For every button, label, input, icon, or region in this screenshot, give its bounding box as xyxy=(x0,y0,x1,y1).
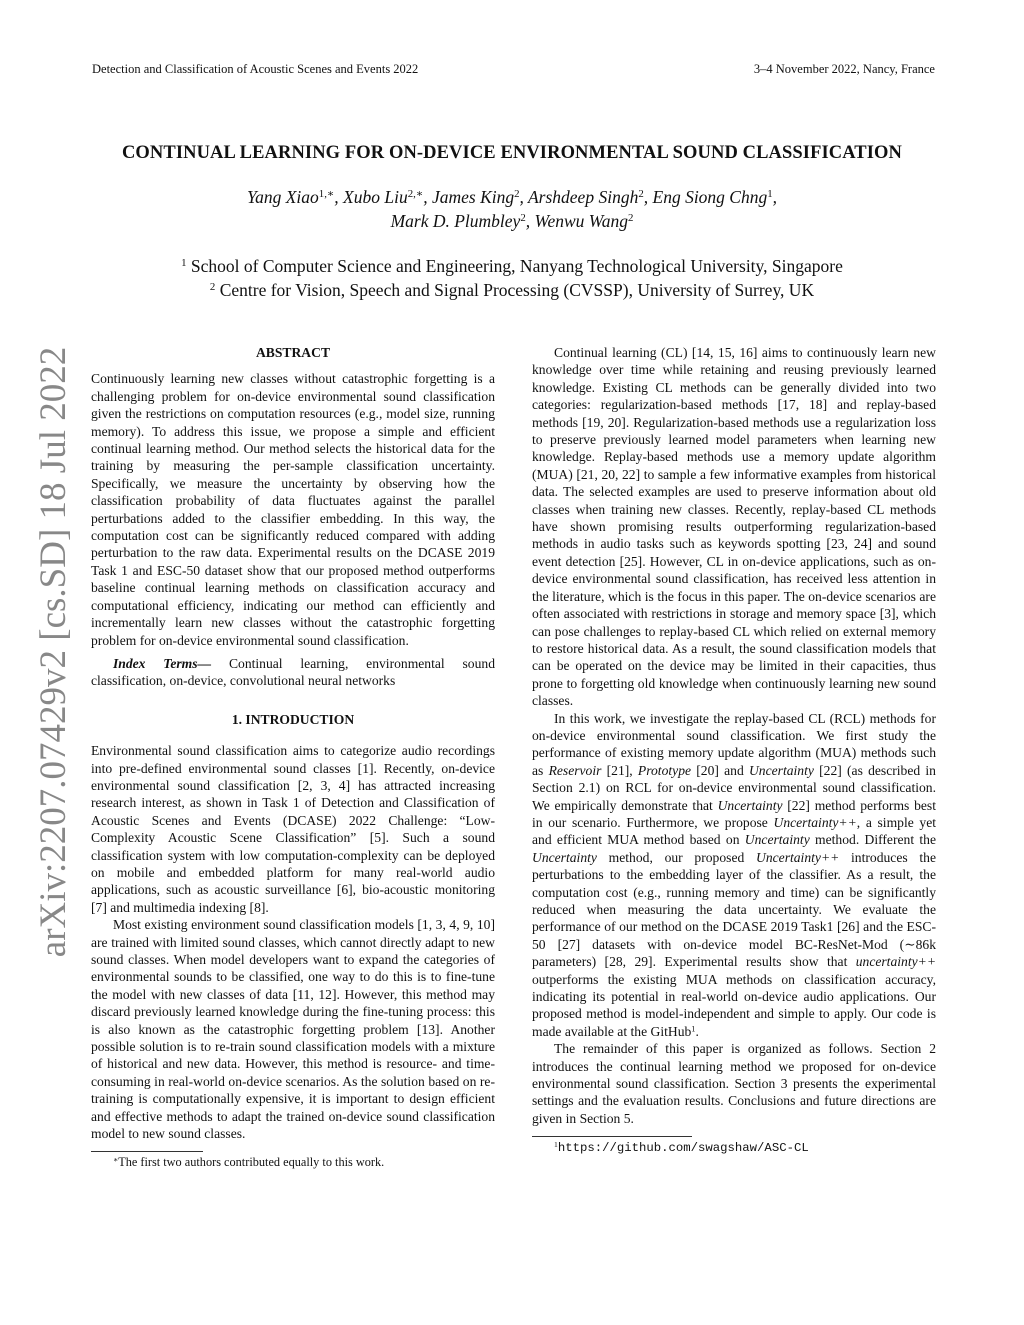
affiliation-text: Centre for Vision, Speech and Signal Processing (CVSSP), University of Surrey, UK xyxy=(219,280,815,300)
method-name: Uncertainty++ xyxy=(756,849,840,865)
intro-paragraph-2: Most existing environment sound classification models [1, 3, 4, 9, 10] are trained with limited sound classes, which cannot directly adapt to new sound classes. When model developers want to expand the categories of environmental sounds to be classified, one way to do this is to fine-tune the model with new classes of data [11, 12]. However, this method may discard previously learned knowledge during the fine-tuning process: this is also known as the catastrophic forgetting problem [13]. Another possible solution is to re-train sound classification models with a mixture of historical and new data. However, this method is resource- and time-consuming in real-world on-device scenarios. As the solution based on re-training is computationally expensive, it is important to design efficient and effective methods to adapt the trained on-device sound classification model to new sound classes. xyxy=(91,917,495,1142)
abstract-heading: ABSTRACT xyxy=(255,345,331,360)
author-sup: 2 xyxy=(628,212,634,225)
method-name: Reservoir xyxy=(548,762,602,778)
running-header-left: Detection and Classification of Acoustic Scenes and Events 2022 xyxy=(92,62,419,76)
right-paragraph-3: The remainder of this paper is organized as follows. Section 2 introduces the continual learning method we proposed for on-device environmental sound classification. Section 3 presents the experimental settings and the evaluation results. Conclusions and future directions are given in Section 5. xyxy=(532,1041,936,1126)
author-sup: 2 xyxy=(638,188,644,201)
footnote-mark: 1 xyxy=(554,1140,558,1150)
footnote-text: The first two authors contributed equally to this work. xyxy=(118,1155,385,1170)
text-run: [21], xyxy=(601,762,638,778)
text-run: method, our proposed xyxy=(596,849,757,865)
abstract-text: Continuously learning new classes without catastrophic forgetting is a challenging problem for on-device environmental sound classification given the restrictions on computation resources (e.g., model size, running memory). To address this issue, we propose a simple and efficient continual learning method. Our method selects the historical data for the training by measuring the per-sample classification uncertainty. Specifically, we measure the uncertainty by observing how the classification probability of data fluctuates against the parallel perturbations added to the classifier embedding. In this way, the computation cost can be significantly reduced compared with adding perturbation to the raw data. Experimental results on the DCASE 2019 Task 1 and ESC-50 dataset show that our proposed method outperforms baseline continual learning methods on classification accuracy and computational efficiency, indicating our method can efficiently and incrementally learn new classes without the catastrophic forgetting problem for on-device environmental sound classification. xyxy=(91,371,495,648)
text-run: , a simple yet and efficient MUA method based on xyxy=(532,814,937,848)
method-name: Uncertainty xyxy=(748,762,814,778)
author-name: Xubo Liu xyxy=(343,187,408,207)
author-name: Eng Siong Chng xyxy=(652,187,768,207)
text-run: In this work, we investigate the replay-based CL (RCL) methods for on-device environmental sound classification. We first study the performance of existing memory update algorithm (MUA) methods such as xyxy=(532,710,936,778)
affiliation-sup: 1 xyxy=(181,257,187,270)
github-link[interactable]: https://github.com/swagshaw/ASC-CL xyxy=(557,1141,809,1156)
paper-title: CONTINUAL LEARNING FOR ON-DEVICE ENVIRONMENTAL SOUND CLASSIFICATION xyxy=(121,143,903,163)
intro-heading: 1. INTRODUCTION xyxy=(231,711,355,727)
text-run: introduces the perturbations to the embedding layer of the classifier. As a result, the computation cost (e.g., running memory and time) can be significantly reduced when measuring the data uncertainty. We evaluate the performance of our method on the DCASE 2019 Task1 [26] and the ESC-50 [27] datasets with on-device model BC-ResNet-Mod (∼86k parameters) [28, 29]. Experimental results show that xyxy=(532,849,936,970)
right-paragraph-1: Continual learning (CL) [14, 15, 16] aims to continuously learn new knowledge over time while retaining and reusing previously learned knowledge. Existing CL methods can be generally divided into two categories: regularization-based methods [17, 18] and replay-based methods [19, 20]. Regularization-based methods use a regularization loss to preserve previously learned model parameters when learning new knowledge. Replay-based methods use a memory update algorithm (MUA) [21, 20, 22] to sample a few informative examples from historical data. The selected examples are used to preserve information about old classes when training new classes. Recently, replay-based CL methods have shown promising results outperforming regularization-based methods in audio tasks such as keywords spotting [23, 24] and sound event detection [25]. However, CL in on-device applications, such as on-device environmental sound classification, has received less attention in the literature, which is the focus in this paper. The on-device scenarios are often associated with restrictions in storage and memory space [3], which can pose challenges to replay-based CL which relied on external memory to restore historical data. As a result, the sound classification models that can be operated on the device may be limited in their capacities, thus prone to forgetting old knowledge when continuously learning new sound classes. xyxy=(532,345,936,709)
affiliation-sup: 2 xyxy=(209,281,216,294)
affiliation-2 xyxy=(0,280,1024,301)
left-column xyxy=(91,344,495,1172)
author-name: Yang Xiao xyxy=(246,187,319,207)
index-terms-label: Index Terms— xyxy=(113,655,212,671)
author-sup: 2 xyxy=(514,188,520,201)
running-header-right: 3–4 November 2022, Nancy, France xyxy=(753,62,935,76)
footnote-mark: ∗ xyxy=(113,1155,119,1165)
right-paragraph-2 xyxy=(532,710,936,1041)
index-terms xyxy=(91,655,495,690)
text-run: . xyxy=(695,1023,699,1039)
footnote-equal-contribution xyxy=(91,1154,495,1171)
right-column xyxy=(532,344,936,1158)
affiliation-1 xyxy=(0,256,1024,277)
text-run: [20] and xyxy=(691,762,749,778)
footnote-rule xyxy=(91,1151,203,1152)
text-run: [22] method performs best in our scenario. Furthermore, we propose xyxy=(532,797,936,830)
method-name: uncertainty++ xyxy=(855,954,936,970)
author-sup: 1 xyxy=(767,188,773,201)
index-terms-text: Continual learning, environmental sound classification, on-device, convolutional neural networks xyxy=(91,655,495,689)
text-run: method. Different the xyxy=(809,832,937,848)
author-sup: 1,∗ xyxy=(318,188,335,201)
author-name: Mark D. Plumbley xyxy=(390,211,521,231)
method-name: Uncertainty++ xyxy=(773,814,857,830)
author-name: Arshdeep Singh xyxy=(527,187,639,207)
method-name: Uncertainty xyxy=(532,849,597,865)
footnote-mark: 1 xyxy=(691,1023,696,1034)
arxiv-stamp: arXiv:2207.07429v2 [cs.SD] 18 Jul 2022 xyxy=(33,346,74,958)
footnote-github xyxy=(532,1139,936,1157)
intro-paragraph-1: Environmental sound classification aims to categorize audio recordings into pre-defined environmental sound classes [1]. Recently, on-device environmental sound classification [2, 3, 4] has attracted increasing research interest, as shown in Task 1 of Detection and Classification of Acoustic Scenes and Events (DCASE) 2022 Challenge: “Low-Complexity Acoustic Scene Classification” [5]. Such a sound classification system with low computation-complexity can be deployed on mobile and embedded platform for many real-world audio applications, such as acoustic surveillance [6], bio-acoustic monitoring [7] and multimedia indexing [8]. xyxy=(91,743,495,915)
author-sup: 2 xyxy=(520,212,526,225)
footnote-rule xyxy=(532,1136,692,1137)
affiliation-text: School of Computer Science and Engineering, Nanyang Technological University, Singapore xyxy=(190,256,843,276)
text-run: outperforms the existing MUA methods on classification accuracy, indicating its potential in real-world on-device audio applications. Our proposed method is model-independent and simple to apply. Our code is made available at the GitHub xyxy=(532,971,936,1039)
method-name: Prototype xyxy=(637,762,692,778)
text-run: [22] (as described in Section 2.1) on RCL for on-device environmental sound classification. We empirically demonstrate that xyxy=(532,762,936,813)
author-name: James King xyxy=(431,187,515,207)
author-line-2: Mark D. Plumbley$^2$, Wenwu Wang$^2$ xyxy=(390,211,634,231)
method-name: Uncertainty xyxy=(744,832,810,848)
author-line-1: Yang Xiao$^{1,∗}$, Xubo Liu$^{2,∗}$, James King$^2$, Arshdeep Singh$^2$, Eng Siong Chng$^1$, xyxy=(246,187,778,207)
author-name: Wenwu Wang xyxy=(534,211,629,231)
method-name: Uncertainty xyxy=(717,797,783,813)
author-sup: 2,∗ xyxy=(407,188,424,201)
